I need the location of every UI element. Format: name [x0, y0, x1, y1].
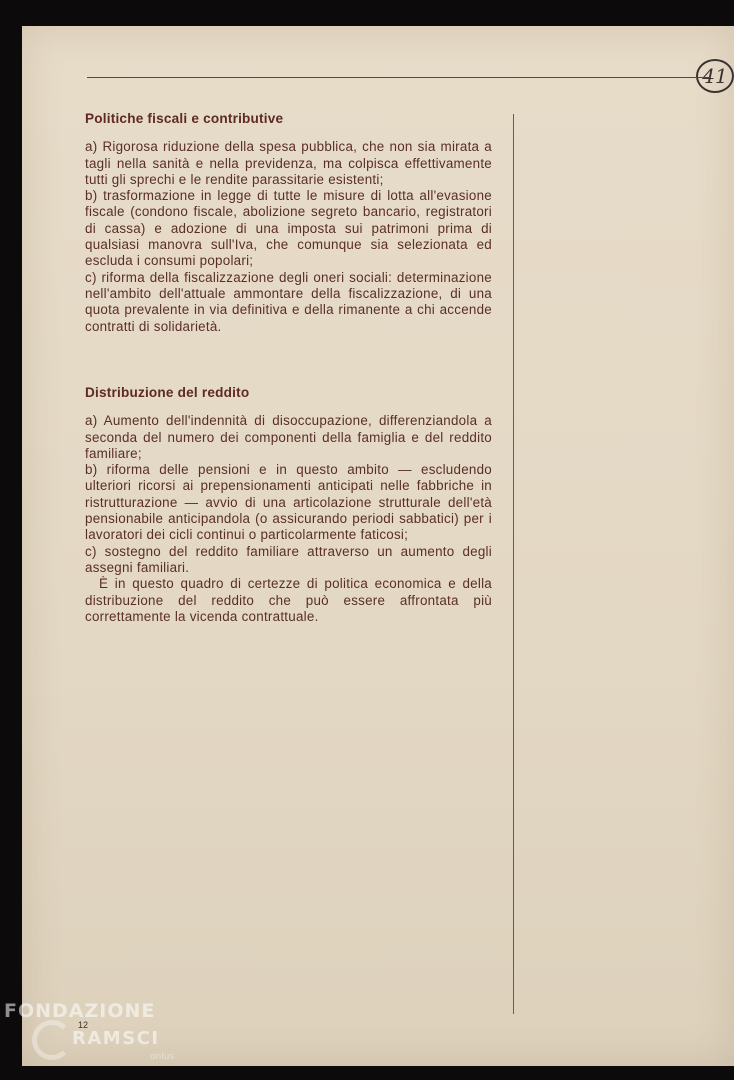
paragraph: b) trasformazione in legge di tutte le misure di lotta all'evasione fiscale (condono fiscale, abolizione segreto bancario, registratori di cassa) e adozione di una imposta sui patrimoni prima di qualsiasi manovra sull'Iva, che comunque sia selezionata ed escluda i consumi popolari; — [85, 188, 492, 269]
handwritten-page-number: 41 — [696, 59, 734, 93]
fondazione-gramsci-watermark — [2, 1000, 202, 1080]
paragraph: c) riforma della fiscalizzazione degli oneri sociali: determinazione nell'ambito dell'attuale ammontare della fiscalizzazione, di una quota prevalente in via definitiva e della rimanente a chi accende contratti di solidarietà. — [85, 269, 492, 334]
section-income-distribution — [85, 385, 492, 625]
section-fiscal-policies — [85, 111, 492, 335]
section-heading: Politiche fiscali e contributive — [85, 111, 284, 126]
watermark-line3: onlus — [150, 1052, 175, 1062]
header-rule — [87, 77, 711, 78]
watermark-line2: RAMSCI — [72, 1028, 160, 1049]
paragraph: a) Aumento dell'indennità di disoccupazione, differenziandola a seconda del numero dei componenti della famiglia e del reddito familiare; — [85, 413, 492, 461]
paragraph: c) sostegno del reddito familiare attraverso un aumento degli assegni familiari. — [85, 543, 492, 575]
watermark-line1: FONDAZIONE — [4, 1000, 156, 1022]
section-heading: Distribuzione del reddito — [85, 385, 250, 400]
gramsci-logo-icon — [32, 1020, 72, 1060]
page-folio: 12 — [78, 1020, 89, 1030]
paragraph: È in questo quadro di certezze di politica economica e della distribuzione del reddito che può essere affrontata più correttamente la vicenda contrattuale. — [85, 576, 492, 624]
column-divider — [513, 114, 514, 1014]
paragraph: a) Rigorosa riduzione della spesa pubblica, che non sia mirata a tagli nella sanità e nella previdenza, ma colpisca effettivamente tutti gli sprechi e le rendite parassitarie esistenti; — [85, 139, 492, 187]
paragraph: b) riforma delle pensioni e in questo ambito — escludendo ulteriori ricorsi ai prepensionamenti anticipati nelle fabbriche in ristrutturazione — avvio di una articolazione strutturale dell'età pensionabile anticipandola (o assicurando periodi sabbatici) per i lavoratori dei cicli continui o particolarmente faticosi; — [85, 462, 492, 543]
